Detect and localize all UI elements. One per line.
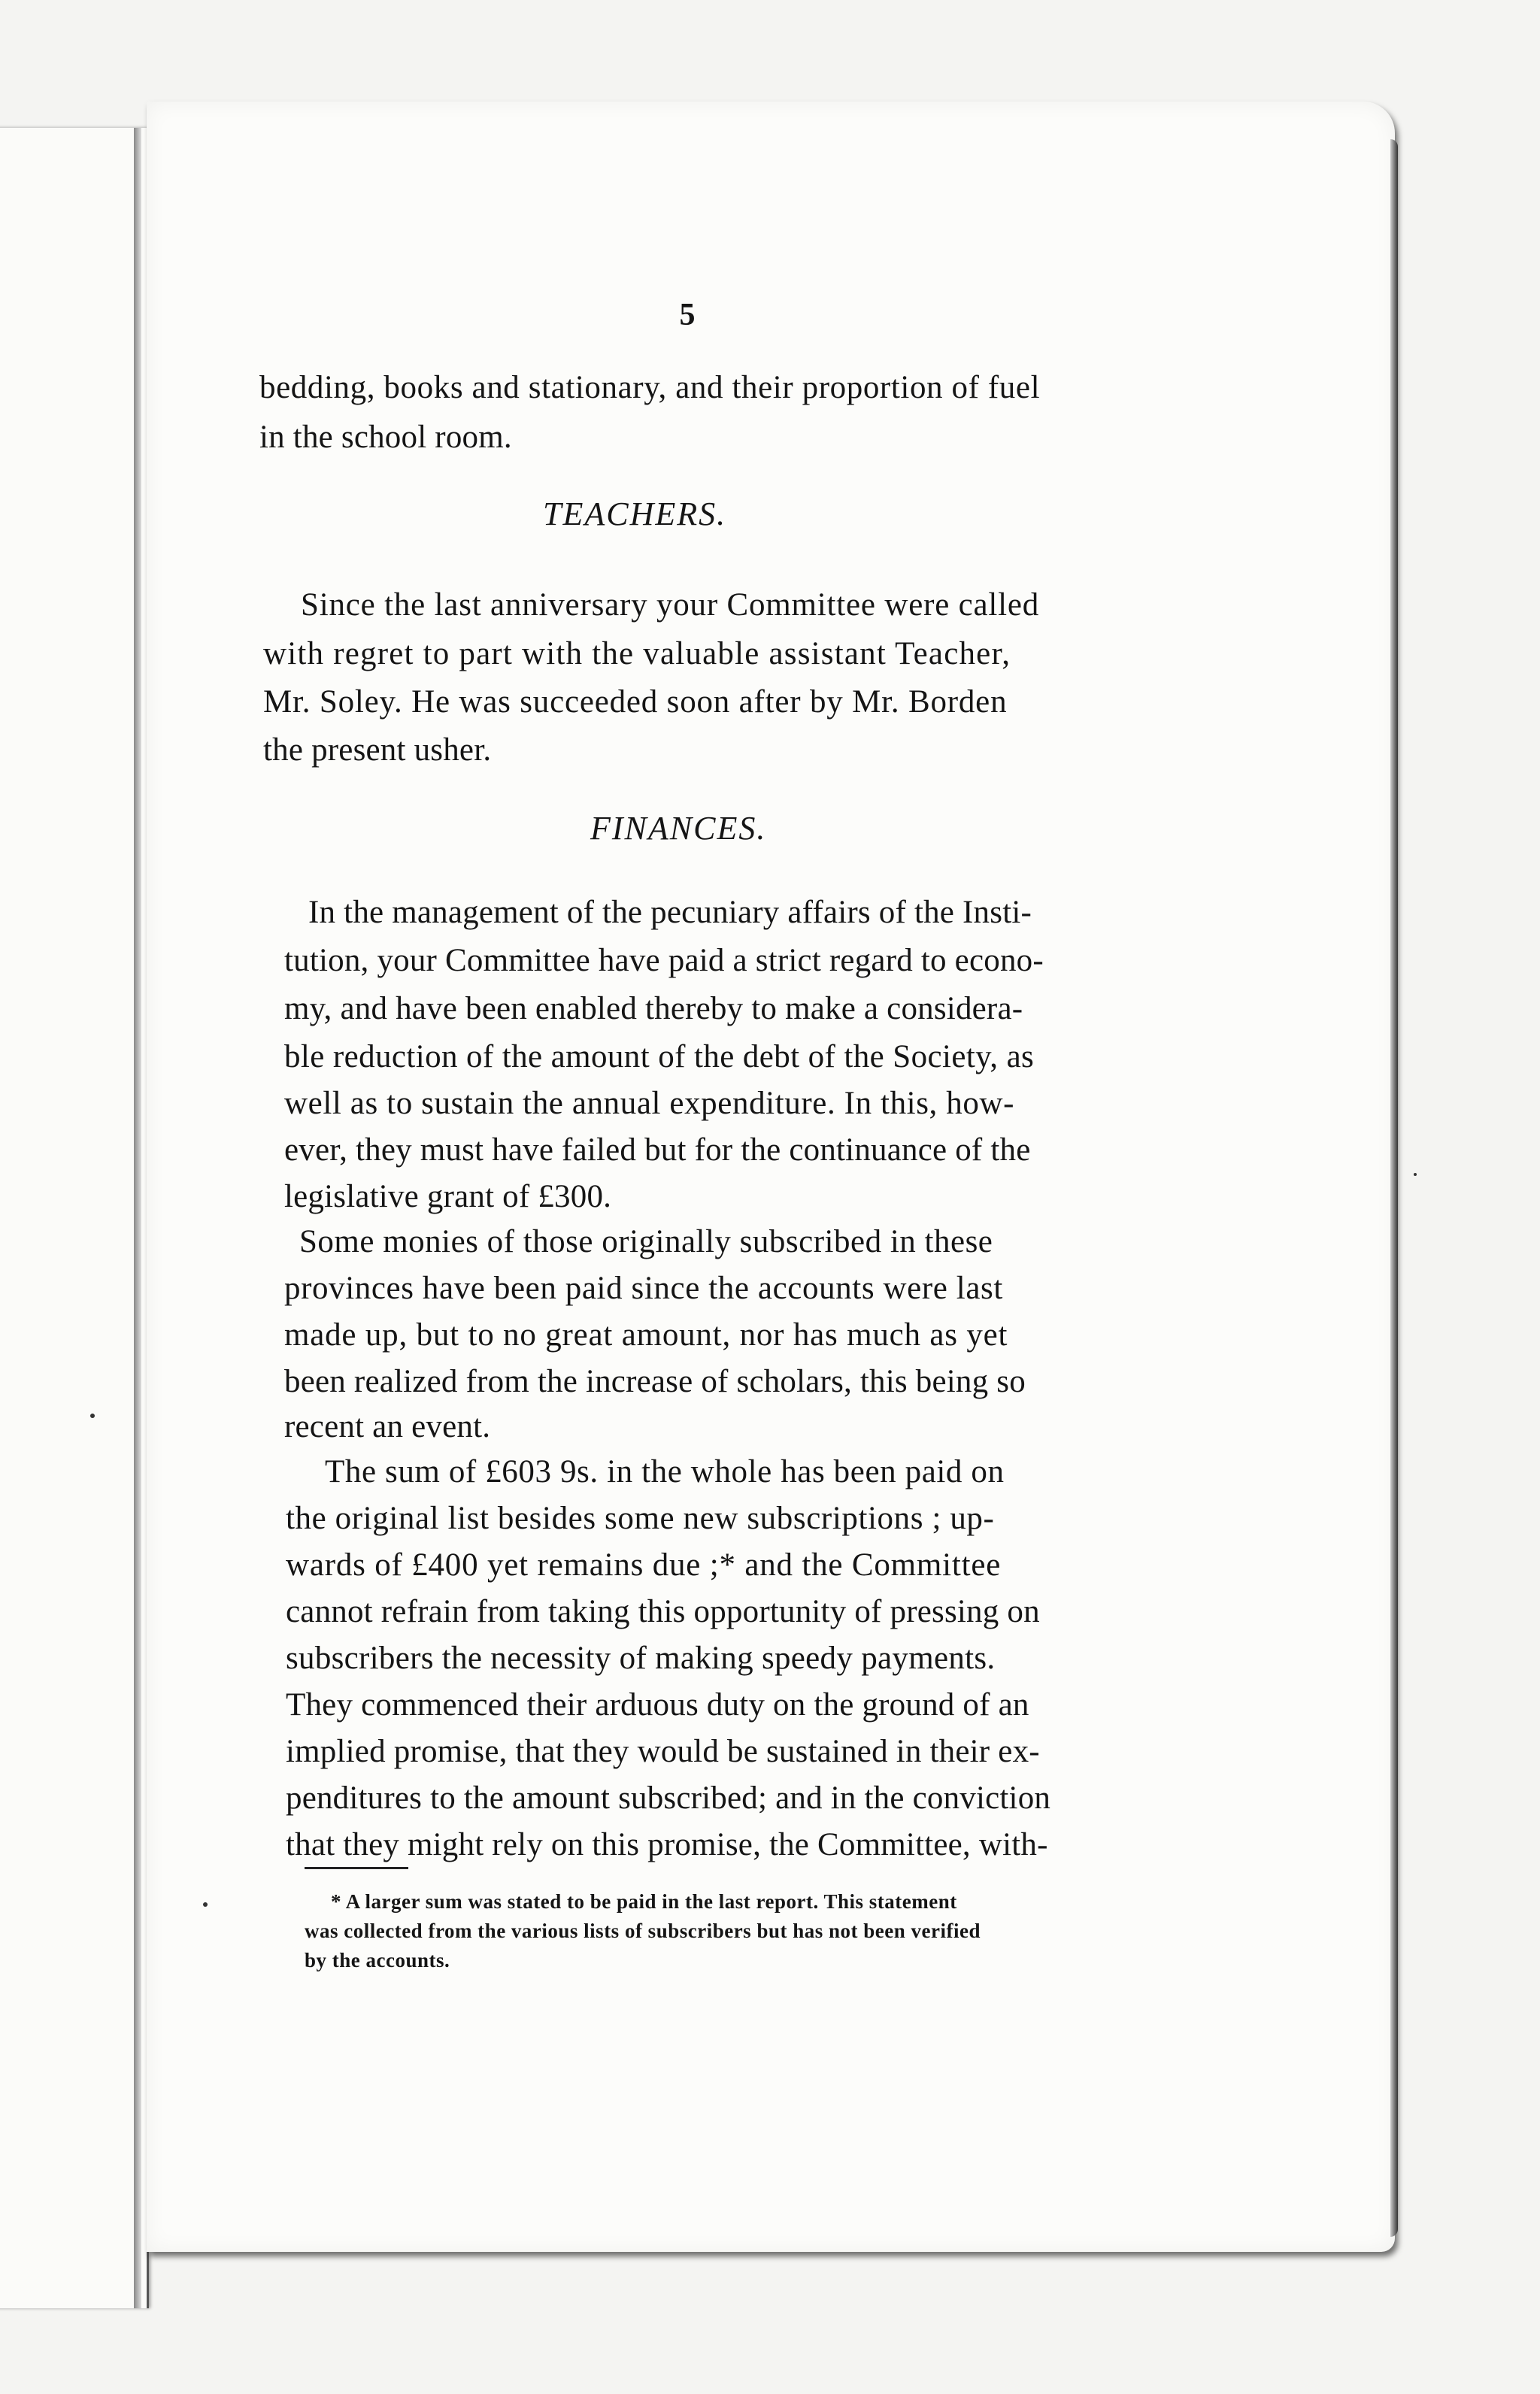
text-line: They commenced their arduous duty on the ground of an: [286, 1687, 1029, 1723]
text-line: in the school room.: [259, 420, 512, 455]
text-line: The sum of £603 9s. in the whole has been paid on: [325, 1454, 1005, 1489]
text-line: bedding, books and stationary, and their proportion of fuel: [259, 370, 1041, 405]
text-line: recent an event.: [284, 1409, 491, 1444]
text-line: well as to sustain the annual expenditure. In this, how-: [284, 1086, 1015, 1121]
scan-speck: [1414, 1173, 1417, 1176]
footnote-line: * A larger sum was stated to be paid in the last report. This statement: [331, 1890, 957, 1913]
text-line: that they might rely on this promise, the Committee, with-: [286, 1827, 1048, 1862]
text-line: Some monies of those originally subscribed in these: [299, 1224, 993, 1259]
text-line: with regret to part with the valuable assistant Teacher,: [263, 636, 1011, 671]
footnote-rule: [305, 1867, 408, 1869]
scan-speck: [90, 1414, 95, 1418]
text-line: Mr. Soley. He was succeeded soon after by Mr. Borden: [263, 684, 1008, 720]
text-line: penditures to the amount subscribed; and in the conviction: [286, 1780, 1051, 1816]
text-line: the present usher.: [263, 732, 492, 768]
text-line: provinces have been paid since the accounts were last: [284, 1271, 1003, 1306]
binding-gutter: [134, 128, 141, 2308]
footnote-line: by the accounts.: [305, 1949, 450, 1971]
text-line: ever, they must have failed but for the continuance of the: [284, 1132, 1031, 1168]
scan-speck: [203, 1902, 208, 1907]
section-heading-teachers: TEACHERS.: [543, 495, 727, 532]
footnote-line: was collected from the various lists of subscribers but has not been verified: [305, 1920, 981, 1942]
page-number: 5: [679, 298, 696, 332]
section-heading-finances: FINANCES.: [590, 810, 767, 847]
text-line: been realized from the increase of scholars, this being so: [284, 1364, 1026, 1399]
facing-page-edge: [0, 128, 149, 2308]
text-line: tution, your Committee have paid a strict regard to econo-: [284, 943, 1044, 978]
text-line: wards of £400 yet remains due ;* and the Committee: [286, 1547, 1002, 1583]
text-line: ble reduction of the amount of the debt of the Society, as: [284, 1039, 1035, 1074]
text-line: Since the last anniversary your Committee were called: [301, 587, 1040, 623]
text-line: made up, but to no great amount, nor has much as yet: [284, 1317, 1008, 1353]
text-line: cannot refrain from taking this opportunity of pressing on: [286, 1594, 1040, 1629]
text-line: the original list besides some new subscriptions ; up-: [286, 1501, 995, 1536]
text-line: my, and have been enabled thereby to make a considera-: [284, 991, 1023, 1026]
text-line: implied promise, that they would be sustained in their ex-: [286, 1734, 1040, 1769]
text-line: subscribers the necessity of making speedy payments.: [286, 1641, 996, 1676]
text-line: In the management of the pecuniary affairs of the Insti-: [308, 895, 1032, 930]
text-line: legislative grant of £300.: [284, 1179, 612, 1214]
